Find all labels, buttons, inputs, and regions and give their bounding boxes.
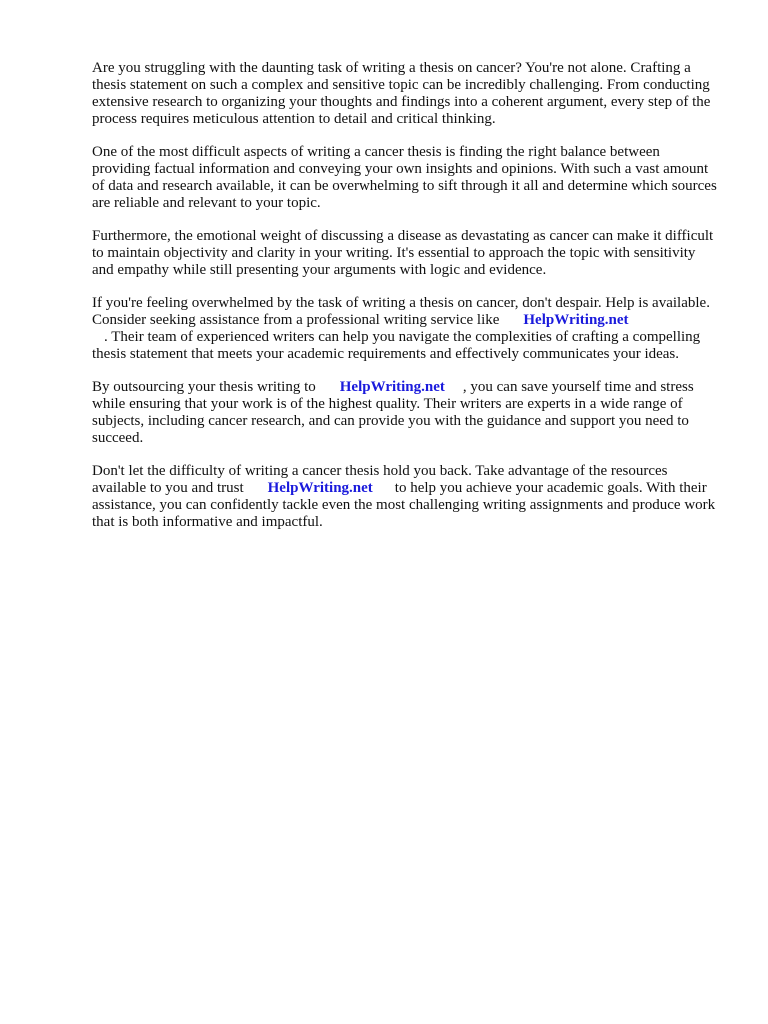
paragraph-6-text-after: to help you achieve your academic goals. With their assistance, you can confidently tackle even the most challenging writing assignments and produce work that is both informative and impactful. bbox=[92, 480, 716, 530]
paragraph-2 bbox=[92, 144, 720, 212]
paragraph-5-text-after: , you can save yourself time and stress while ensuring that your work is of the highest quality. Their writers are experts in a wide range of subjects, including cancer research, and can provide you with the guidance and support you need to succeed. bbox=[92, 379, 694, 446]
paragraph-4 bbox=[92, 295, 720, 363]
paragraph-2-text: One of the most difficult aspects of writing a cancer thesis is finding the right balance between providing factual information and conveying your own insights and opinions. With such a vast amount of data and research available, it can be overwhelming to sift through it all and determine which sources are reliable and relevant to your topic. bbox=[92, 144, 717, 211]
paragraph-1 bbox=[92, 60, 720, 128]
paragraph-6 bbox=[92, 463, 720, 531]
paragraph-4-text-after: . Their team of experienced writers can help you navigate the complexities of crafting a compelling thesis statement that meets your academic requirements and effectively communicates your ideas. bbox=[92, 329, 701, 362]
helpwriting-link-3[interactable]: HelpWriting.net bbox=[267, 480, 373, 496]
paragraph-5 bbox=[92, 379, 720, 447]
paragraph-6-text-before: Don't let the difficulty of writing a cancer thesis hold you back. Take advantage of the resources available to you and trust bbox=[92, 463, 668, 496]
document-body bbox=[92, 60, 720, 547]
helpwriting-link-2[interactable]: HelpWriting.net bbox=[339, 379, 445, 395]
paragraph-4-text-before: If you're feeling overwhelmed by the task of writing a thesis on cancer, don't despair. Help is available. Consider seeking assistance from a professional writing service like bbox=[92, 295, 710, 328]
paragraph-3-text: Furthermore, the emotional weight of discussing a disease as devastating as cancer can make it difficult to maintain objectivity and clarity in your writing. It's essential to approach the topic with sensitivity and empathy while still presenting your arguments with logic and evidence. bbox=[92, 228, 714, 278]
paragraph-5-text-before: By outsourcing your thesis writing to bbox=[92, 379, 316, 395]
helpwriting-link-1[interactable]: HelpWriting.net bbox=[523, 312, 629, 328]
paragraph-1-text: Are you struggling with the daunting task of writing a thesis on cancer? You're not alone. Crafting a thesis statement on such a complex and sensitive topic can be incredibly challenging. From conducting extensive research to organizing your thoughts and findings into a coherent argument, every step of the process requires meticulous attention to detail and critical thinking. bbox=[92, 60, 711, 127]
paragraph-3 bbox=[92, 228, 720, 279]
